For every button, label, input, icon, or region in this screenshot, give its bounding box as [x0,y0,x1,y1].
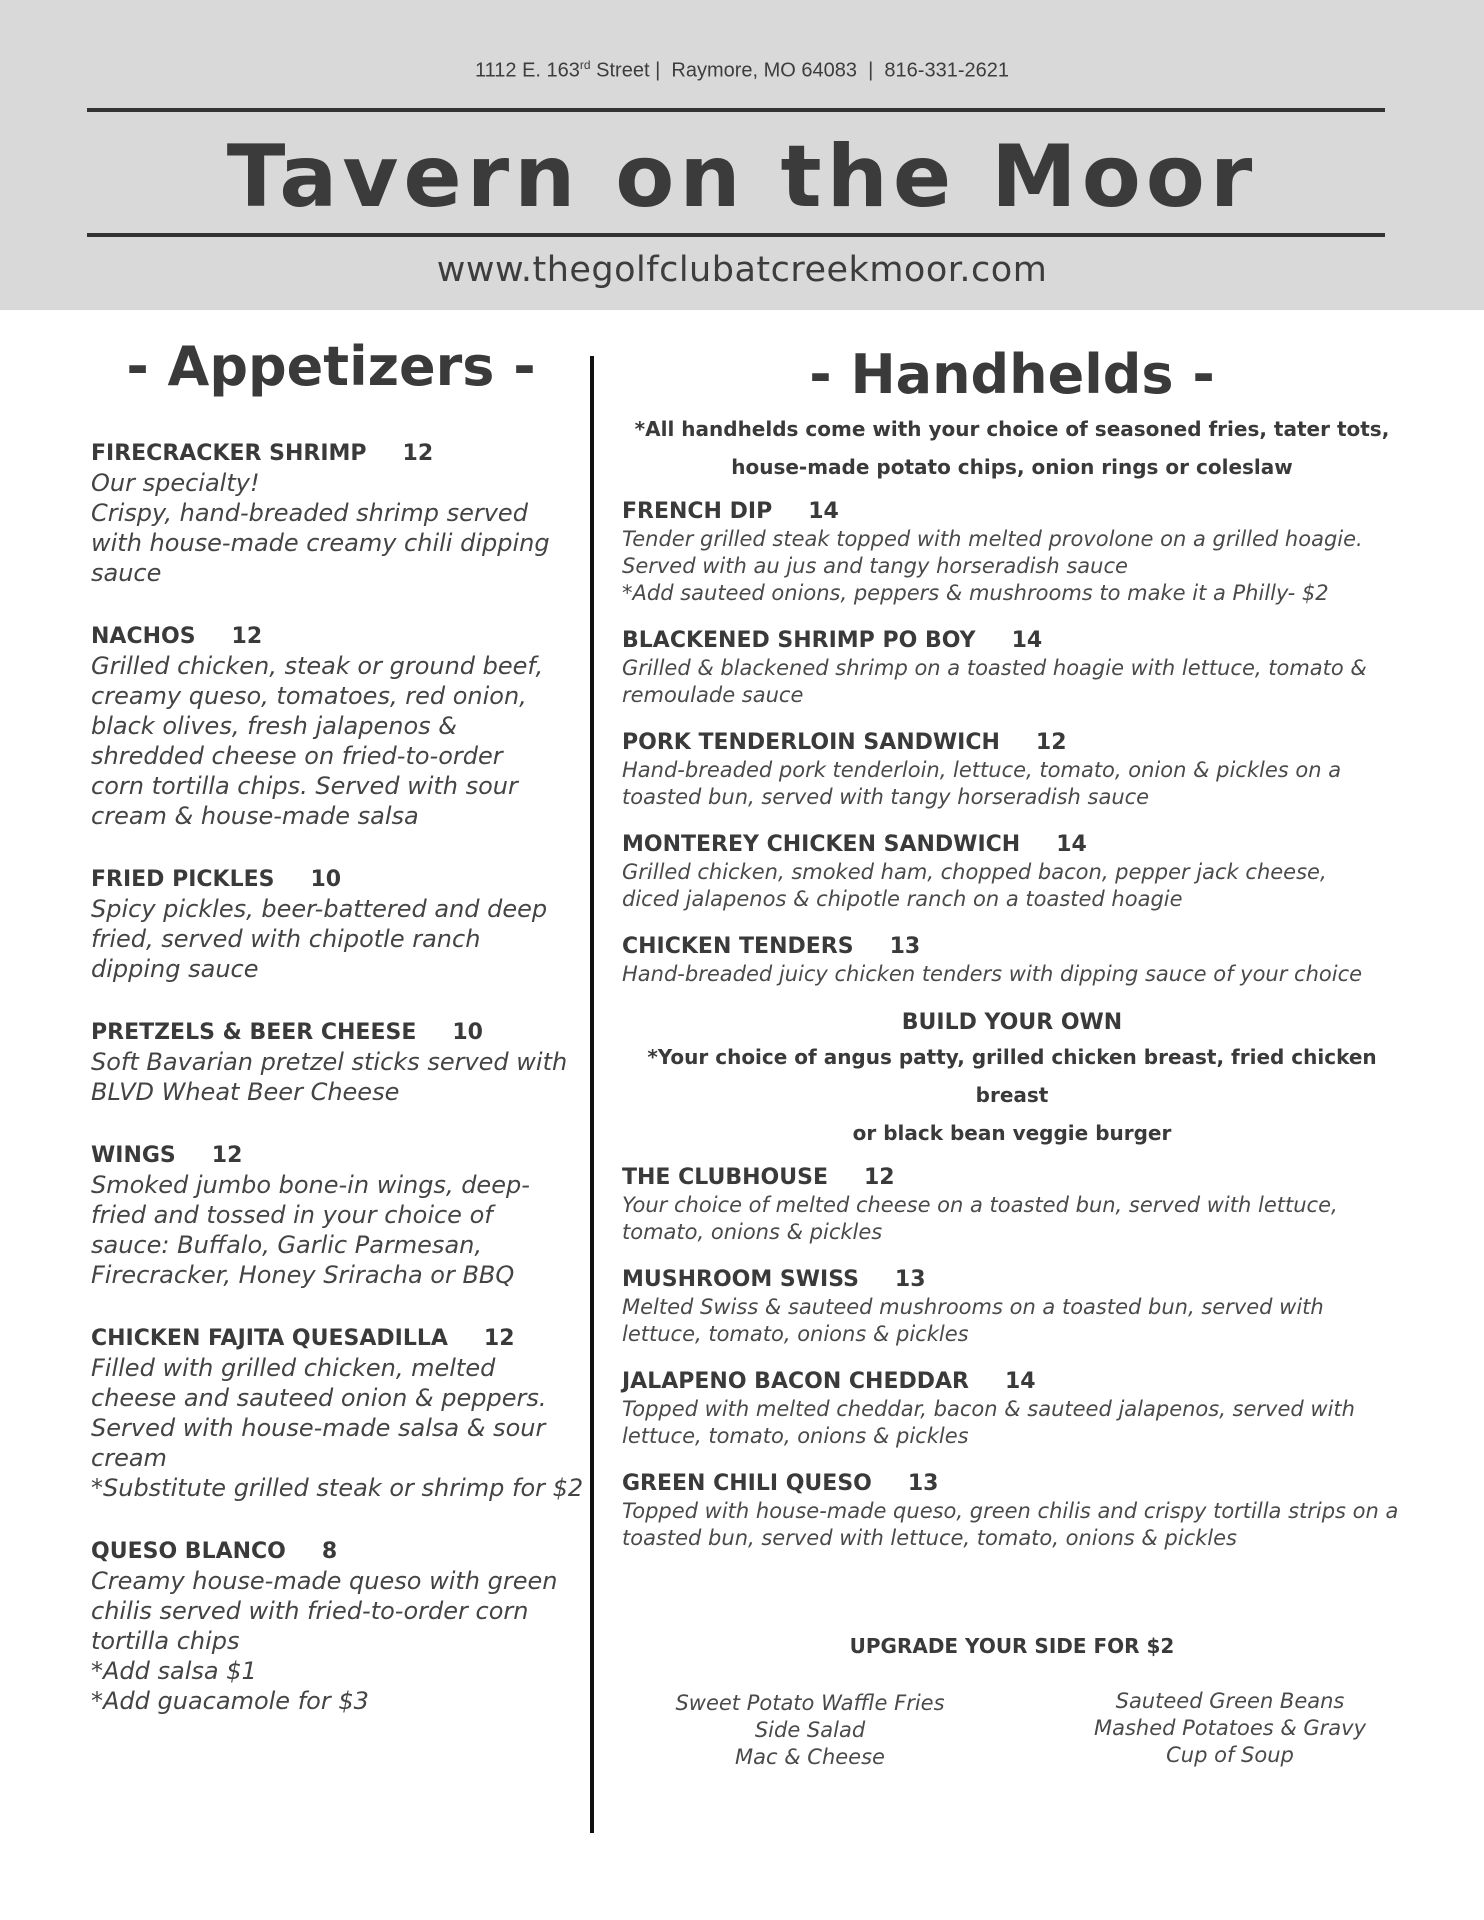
description-line: corn tortilla chips. Served with sour [91,772,518,800]
side-option: Sweet Potato Waffle Fries [675,1691,945,1715]
side-option: Cup of Soup [1166,1743,1294,1767]
description-line: sauce [91,559,162,587]
description-line: Filled with grilled chicken, melted [91,1354,496,1382]
byo-note-line-1: *Your choice of angus patty, grilled chicken breast, fried chicken breast [647,1045,1377,1107]
menu-item-price: 13 [907,1471,939,1496]
description-line: tomato, onions & pickles [622,1220,883,1244]
description-line: lettuce, tomato, onions & pickles [622,1322,969,1346]
description-line: creamy queso, tomatoes, red onion, [91,682,527,710]
menu-item-name: WINGS [91,1143,176,1168]
menu-item [91,440,571,588]
handhelds-list [622,417,1402,1572]
description-line: Hand-breaded pork tenderloin, lettuce, tomato, onion & pickles on a [622,758,1342,782]
column-divider [590,356,594,1833]
menu-item [622,831,1402,913]
menu-item-description [91,651,571,831]
sides-left [620,1690,1000,1771]
menu-item-description [91,468,571,588]
description-line: Spicy pickles, beer-battered and deep [91,895,548,923]
appetizers-list [91,440,584,1751]
menu-item-title [622,498,1402,526]
menu-item-description [91,1047,571,1107]
description-line: Served with house-made salsa & sour [91,1414,546,1442]
menu-item-title [622,933,1402,961]
side-option: Mashed Potatoes & Gravy [1093,1716,1367,1740]
description-line: lettuce, tomato, onions & pickles [622,1424,969,1448]
menu-item-name: FRENCH DIP [622,499,773,524]
menu-item [622,1164,1402,1246]
description-line: Served with au jus and tangy horseradish sauce [622,554,1128,578]
description-line: fried and tossed in your choice of [91,1201,493,1229]
menu-item-description [622,757,1402,811]
description-line: Creamy house-made queso with green [91,1567,558,1595]
description-line: *Add salsa $1 [91,1657,257,1685]
menu-item [91,1019,571,1107]
menu-item [91,1325,584,1503]
menu-item-price: 12 [402,441,434,466]
handhelds-note-line-1: *All handhelds come with your choice of seasoned fries, tater tots, [634,417,1390,441]
handhelds-note-line-2: house-made potato chips, onion rings or coleslaw [731,455,1293,479]
menu-item-price: 12 [211,1143,243,1168]
menu-item [622,1266,1402,1348]
description-line: dipping sauce [91,955,259,983]
menu-item-name: NACHOS [91,624,196,649]
menu-item-description [622,1498,1402,1552]
menu-item-name: PORK TENDERLOIN SANDWICH [622,730,1000,755]
description-line: cheese and sauteed onion & peppers. [91,1384,547,1412]
menu-item [91,1142,571,1290]
menu-item-name: CHICKEN TENDERS [622,934,854,959]
header-rule-top [87,108,1385,112]
menu-item-name: PRETZELS & BEER CHEESE [91,1020,417,1045]
menu-item-description [622,1396,1402,1450]
menu-item-title [622,1266,1402,1294]
menu-item-title [91,440,571,468]
address-rest: Street | Raymore, MO 64083 | 816-331-2621 [590,59,1009,82]
menu-item-name: THE CLUBHOUSE [622,1165,828,1190]
menu-item-title [622,729,1402,757]
handhelds-title: - Handhelds - [809,343,1215,406]
description-line: cream [91,1444,167,1472]
header-band [0,0,1484,310]
website-url: www.thegolfclubatcreekmoor.com [436,250,1048,290]
menu-item-price: 12 [863,1165,895,1190]
menu-item-description [622,1294,1402,1348]
restaurant-name: Tavern on the Moor [226,127,1258,227]
side-option: Mac & Cheese [735,1745,885,1769]
description-line: Grilled chicken, smoked ham, chopped bacon, pepper jack cheese, [622,860,1327,884]
description-line: remoulade sauce [622,683,804,707]
description-line: *Add sauteed onions, peppers & mushrooms to make it a Philly- $2 [622,581,1329,605]
description-line: toasted bun, served with tangy horseradish sauce [622,785,1150,809]
menu-item [91,623,571,831]
menu-item-title [622,831,1402,859]
menu-item-name: MUSHROOM SWISS [622,1267,859,1292]
description-line: sauce: Buffalo, Garlic Parmesan, [91,1231,482,1259]
description-line: fried, served with chipotle ranch [91,925,481,953]
menu-item-name: GREEN CHILI QUESO [622,1471,872,1496]
side-option: Sauteed Green Beans [1115,1689,1345,1713]
description-line: diced jalapenos & chipotle ranch on a toasted hoagie [622,887,1183,911]
description-line: Your choice of melted cheese on a toasted bun, served with lettuce, [622,1193,1338,1217]
build-your-own-title: BUILD YOUR OWN [901,1010,1123,1035]
menu-item-description [91,894,571,984]
menu-item [622,1470,1402,1552]
menu-item-description [622,1192,1402,1246]
description-line: *Add guacamole for $3 [91,1687,369,1715]
address-street: 1112 E. 163 [475,59,580,82]
appetizers-title: - Appetizers - [126,335,536,398]
handhelds-items [622,498,1402,988]
description-line: with house-made creamy chili dipping [91,529,550,557]
menu-item-title [91,1538,571,1566]
menu-item-price: 14 [1011,628,1043,653]
menu-item-title [622,1470,1402,1498]
menu-item-title [91,866,571,894]
menu-item-description [91,1566,571,1716]
menu-item-price: 12 [1035,730,1067,755]
description-line: tortilla chips [91,1627,240,1655]
description-line: shredded cheese on fried-to-order [91,742,503,770]
menu-item-description [91,1170,571,1290]
menu-item [622,933,1402,988]
description-line: BLVD Wheat Beer Cheese [91,1078,400,1106]
menu-item-price: 14 [1056,832,1087,857]
menu-item-price: 12 [483,1326,515,1351]
side-option: Side Salad [754,1718,866,1742]
menu-item-price: 10 [310,867,342,892]
description-line: Smoked jumbo bone-in wings, deep- [91,1171,530,1199]
menu-item-description [622,526,1402,607]
description-line: *Substitute grilled steak or shrimp for $2 [91,1474,584,1502]
build-your-own-note [622,1038,1402,1152]
menu-item-description [622,655,1402,709]
menu-item-description [622,961,1402,988]
menu-item-price: 14 [808,499,839,524]
menu-item-title [622,627,1402,655]
menu-item-price: 12 [231,624,263,649]
description-line: Melted Swiss & sauteed mushrooms on a toasted bun, served with [622,1295,1324,1319]
menu-item [622,1368,1402,1450]
menu-item-title [622,1164,1402,1192]
menu-item-title [91,1142,571,1170]
description-line: Hand-breaded juicy chicken tenders with dipping sauce of your choice [622,962,1363,986]
menu-item-price: 14 [1004,1369,1036,1394]
menu-item [622,627,1402,709]
description-line: Tender grilled steak topped with melted provolone on a grilled hoagie. [622,527,1363,551]
menu-item-name: MONTEREY CHICKEN SANDWICH [622,832,1021,857]
description-line: Crispy, hand-breaded shrimp served [91,499,528,527]
menu-item-title [91,1019,571,1047]
menu-item-price: 13 [894,1267,926,1292]
menu-item-name: BLACKENED SHRIMP PO BOY [622,628,976,653]
sides-right [1040,1688,1420,1769]
menu-item [622,729,1402,811]
address-line [0,58,1484,83]
upgrade-side-title: UPGRADE YOUR SIDE FOR $2 [849,1634,1175,1658]
menu-item-price: 8 [321,1539,338,1564]
description-line: Topped with house-made queso, green chilis and crispy tortilla strips on a [622,1499,1399,1523]
description-line: toasted bun, served with lettuce, tomato, onions & pickles [622,1526,1237,1550]
description-line: chilis served with fried-to-order corn [91,1597,529,1625]
menu-item-name: JALAPENO BACON CHEDDAR [622,1369,969,1394]
menu-item-price: 13 [889,934,921,959]
address-ordinal: rd [579,58,591,72]
description-line: Grilled chicken, steak or ground beef, [91,652,544,680]
menu-item-name: FIRECRACKER SHRIMP [91,441,367,466]
description-line: Soft Bavarian pretzel sticks served with [91,1048,568,1076]
menu-item [91,1538,571,1716]
menu-item-title [91,1325,571,1353]
description-line: black olives, fresh jalapenos & [91,712,457,740]
description-line: Firecracker, Honey Sriracha or BBQ [91,1261,515,1289]
description-line: Grilled & blackened shrimp on a toasted hoagie with lettuce, tomato & [622,656,1367,680]
menu-item [622,498,1402,607]
menu-item [91,866,571,984]
menu-item-description [622,859,1402,913]
menu-item-description [91,1353,584,1503]
menu-item-name: CHICKEN FAJITA QUESADILLA [91,1326,448,1351]
header-rule-bottom [87,233,1385,237]
menu-item-title [91,623,571,651]
menu-item-price: 10 [452,1020,483,1045]
menu-item-name: QUESO BLANCO [91,1539,286,1564]
build-your-own-items [622,1164,1402,1552]
description-line: Topped with melted cheddar, bacon & sauteed jalapenos, served with [622,1397,1355,1421]
menu-item-name: FRIED PICKLES [91,867,275,892]
byo-note-line-2: or black bean veggie burger [852,1121,1172,1145]
menu-item-title [622,1368,1402,1396]
description-line: Our specialty! [91,469,260,497]
description-line: cream & house-made salsa [91,802,419,830]
handhelds-note [622,410,1402,486]
